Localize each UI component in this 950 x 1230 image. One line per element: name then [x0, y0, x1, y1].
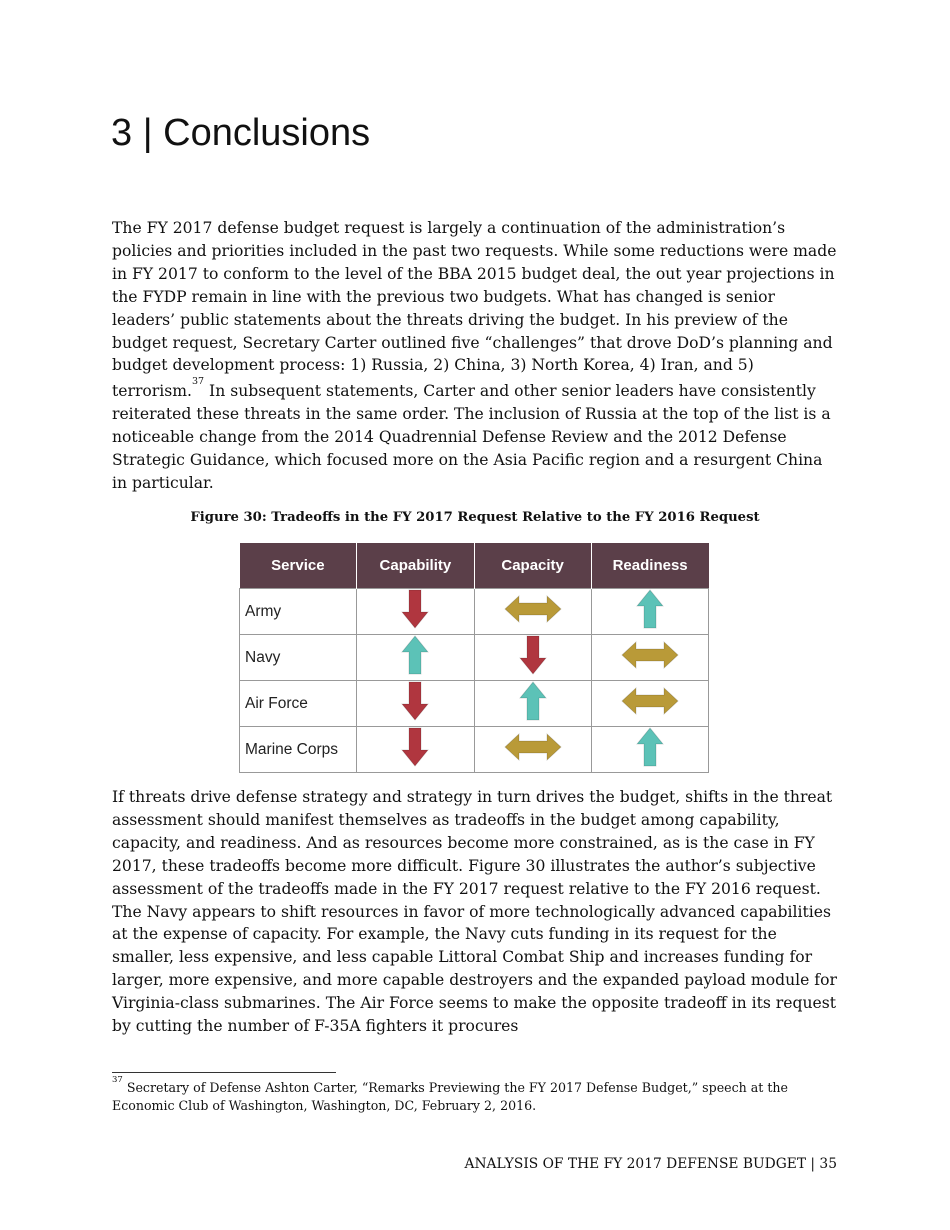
arrow-up-icon — [519, 681, 547, 721]
footnote-text: Secretary of Defense Ashton Carter, “Remarks Previewing the FY 2017 Defense Budget,” speech at the Economic Club of Washington, Washington, DC, February 2, 2016. — [112, 1080, 788, 1113]
readiness-cell — [591, 589, 708, 635]
capacity-cell — [474, 681, 591, 727]
capability-cell — [357, 681, 474, 727]
intro-paragraph-text: The FY 2017 defense budget request is largely a continuation of the administration’s policies and priorities included in the past two requests. While some reductions were made in FY 2017 to conform to the level of the BBA 2015 budget deal, the out year projections in the FYDP remain in line with the previous two budgets. What has changed is senior leaders’ public statements about the threats driving the budget. In his preview of the budget request, Secretary Carter outlined five “challenges” that drove DoD’s planning and budget development process: 1) Russia, 2) China, 3) North Korea, 4) Iran, and 5) terrorism. — [112, 219, 837, 401]
column-header-service: Service — [240, 543, 357, 589]
footnote-number: 37 — [112, 1075, 123, 1085]
capability-cell — [357, 589, 474, 635]
arrow-up-icon — [636, 727, 664, 767]
arrow-left-right-icon — [621, 686, 679, 716]
service-name-cell: Navy — [240, 635, 357, 681]
capacity-cell — [474, 727, 591, 773]
table-row — [240, 727, 709, 773]
tradeoffs-table — [239, 543, 709, 773]
intro-paragraph-text-continued: In subsequent statements, Carter and other senior leaders have consistently reiterated these threats in the same order. The inclusion of Russia at the top of the list is a noticeable change from the 2014 Quadrennial Defense Review and the 2012 Defense Strategic Guidance, which focused more on the Asia Pacific region and a resurgent China in particular. — [112, 382, 831, 493]
arrow-down-icon — [401, 681, 429, 721]
table-row — [240, 681, 709, 727]
readiness-cell — [591, 635, 708, 681]
readiness-cell — [591, 681, 708, 727]
intro-paragraph — [112, 217, 840, 495]
footnote-divider — [112, 1072, 336, 1073]
arrow-left-right-icon — [504, 594, 562, 624]
running-footer: ANALYSIS OF THE FY 2017 DEFENSE BUDGET | 35 — [464, 1156, 837, 1172]
tradeoffs-paragraph: If threats drive defense strategy and strategy in turn drives the budget, shifts in the threat assessment should manifest themselves as tradeoffs in the budget among capability, capacity, and readiness. And as resources become more constrained, as is the case in FY 2017, these tradeoffs become more difficult. Figure 30 illustrates the author’s subjective assessment of the tradeoffs made in the FY 2017 request relative to the FY 2016 request. The Navy appears to shift resources in favor of more technologically advanced capabilities at the expense of capacity. For example, the Navy cuts funding in its request for the smaller, less expensive, and less capable Littoral Combat Ship and increases funding for larger, more expensive, and more capable destroyers and the expanded payload module for Virginia-class submarines. The Air Force seems to make the opposite tradeoff in its request by cutting the number of F-35A fighters it procures — [112, 788, 837, 1036]
page-title: 3 | Conclusions — [111, 112, 371, 154]
footnote-37 — [112, 1077, 840, 1114]
figure-caption: Figure 30: Tradeoffs in the FY 2017 Request Relative to the FY 2016 Request — [190, 510, 760, 525]
footnote-reference-37[interactable]: 37 — [191, 376, 205, 388]
arrow-up-icon — [636, 589, 664, 629]
readiness-cell — [591, 727, 708, 773]
service-name-cell: Marine Corps — [240, 727, 357, 773]
capacity-cell — [474, 589, 591, 635]
capacity-cell — [474, 635, 591, 681]
arrow-down-icon — [401, 589, 429, 629]
column-header-readiness: Readiness — [591, 543, 708, 589]
capability-cell — [357, 635, 474, 681]
service-name-cell: Air Force — [240, 681, 357, 727]
arrow-down-icon — [519, 635, 547, 675]
arrow-up-icon — [401, 635, 429, 675]
table-header-row — [240, 543, 709, 589]
table-row — [240, 635, 709, 681]
arrow-left-right-icon — [504, 732, 562, 762]
column-header-capability: Capability — [357, 543, 474, 589]
capability-cell — [357, 727, 474, 773]
table-row — [240, 589, 709, 635]
arrow-down-icon — [401, 727, 429, 767]
arrow-left-right-icon — [621, 640, 679, 670]
column-header-capacity: Capacity — [474, 543, 591, 589]
service-name-cell: Army — [240, 589, 357, 635]
